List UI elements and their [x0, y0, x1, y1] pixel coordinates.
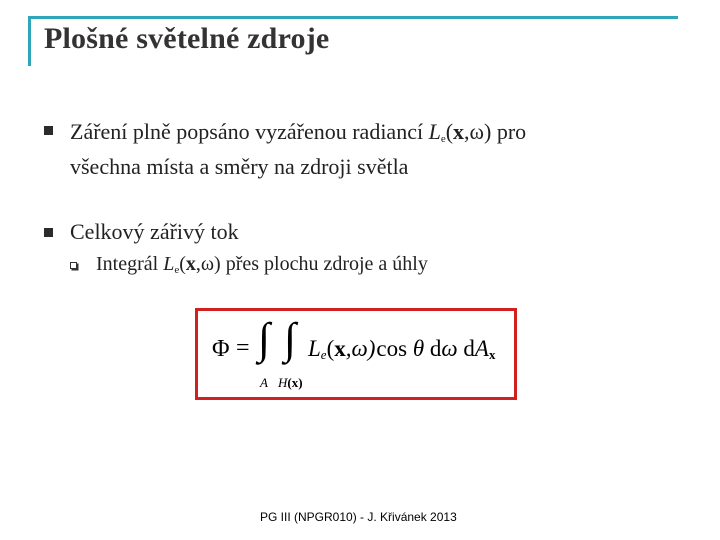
formula-omega: ω — [441, 336, 458, 361]
radiance-subscript: e — [440, 133, 446, 145]
integral-outer: ∫ — [258, 314, 271, 363]
formula-d2: d — [463, 336, 475, 361]
formula-phi: Φ — [212, 336, 230, 362]
formula-args: ,ω) — [345, 336, 376, 361]
formula-A: A — [474, 336, 489, 361]
radiance-symbol: L — [428, 119, 441, 144]
bold-x: x — [185, 253, 196, 275]
integral-inner: ∫ — [284, 314, 297, 363]
paren-open: ( — [179, 253, 186, 275]
lower-limit-inner — [278, 375, 303, 391]
footer: PG III (NPGR010) - J. Křivánek 2013 — [260, 510, 457, 524]
formula-body — [308, 336, 495, 363]
sub-bullet-marker — [70, 262, 77, 269]
paren-open: ( — [445, 119, 454, 144]
formula-L: L — [308, 336, 321, 361]
sub-bullet-text — [96, 251, 428, 283]
bullet-2-text: Celkový zářivý tok — [70, 219, 239, 244]
lower-h: H — [278, 375, 288, 390]
formula-L-sub: e — [320, 347, 327, 362]
paren-open: ( — [326, 336, 335, 361]
formula-x: x — [334, 336, 346, 361]
sub-pre: Integrál — [96, 253, 164, 275]
bullet-1-text — [70, 118, 670, 181]
formula-theta: θ — [412, 336, 425, 361]
formula-A-sub: x — [488, 347, 496, 362]
formula-eq: = — [236, 335, 250, 361]
sub-args: ,ω) přes plochu zdroje a úhly — [195, 253, 428, 275]
lower-limit-outer: A — [260, 375, 268, 390]
bullet-1-line2: všechna místa a směry na zdroji světla — [70, 154, 409, 179]
formula-cos: cos — [376, 336, 408, 361]
bullet-marker — [44, 126, 53, 135]
bullet-1-pre: Záření plně popsáno vyzářenou radiancí — [70, 119, 429, 144]
radiance-symbol: L — [163, 253, 175, 275]
slide-title: Plošné světelné zdroje — [44, 22, 330, 55]
radiance-subscript: e — [174, 264, 180, 276]
formula-d1: d — [429, 336, 442, 361]
lower-h-arg: (x) — [287, 375, 303, 390]
formula-box — [195, 308, 517, 400]
bold-x: x — [453, 119, 465, 144]
bullet-1-args: ,ω) pro — [464, 119, 527, 144]
bullet-marker — [44, 228, 53, 237]
